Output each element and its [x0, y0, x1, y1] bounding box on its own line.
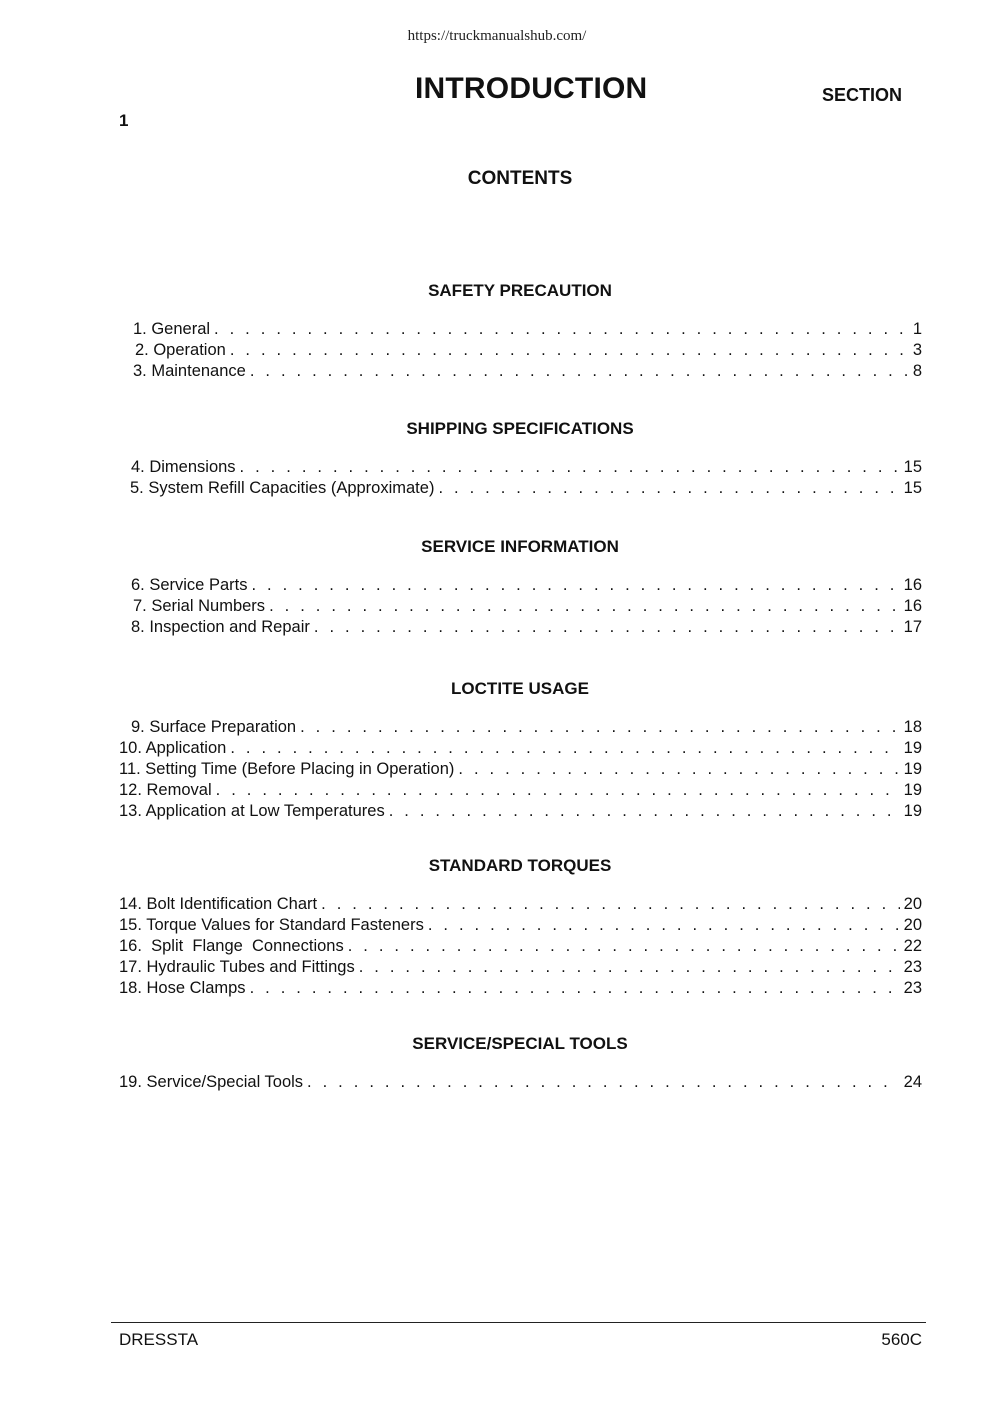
dot-leader — [321, 894, 900, 915]
dot-leader — [458, 759, 899, 780]
toc-group-heading: SHIPPING SPECIFICATIONS — [406, 419, 634, 438]
toc-entry[interactable] — [131, 575, 922, 596]
toc-entry-page: 20 — [903, 895, 922, 913]
toc-entry[interactable] — [119, 801, 922, 822]
dot-leader — [230, 340, 909, 361]
toc-entry-page: 22 — [903, 937, 922, 955]
toc-entry[interactable] — [119, 759, 922, 780]
toc-entry[interactable] — [119, 894, 922, 915]
dot-leader — [389, 801, 900, 822]
toc-entry-label: 5. System Refill Capacities (Approximate) — [130, 479, 435, 497]
toc-entry[interactable] — [119, 780, 922, 801]
toc-entry-page: 15 — [903, 479, 922, 497]
toc-entry[interactable] — [119, 957, 922, 978]
toc-entry-label: 18. Hose Clamps — [119, 979, 246, 997]
footer-brand: DRESSTA — [119, 1330, 199, 1349]
dot-leader — [348, 936, 900, 957]
page-title: INTRODUCTION — [415, 72, 648, 105]
toc-entry[interactable] — [119, 978, 922, 999]
toc-entry[interactable] — [119, 915, 922, 936]
toc-entry-page: 8 — [912, 362, 922, 380]
section-label: SECTION — [822, 85, 903, 105]
dot-leader — [307, 1072, 900, 1093]
toc-entry-label: 9. Surface Preparation — [131, 718, 297, 736]
toc-entry-label: 2. Operation — [135, 341, 226, 359]
toc-entry-page: 20 — [903, 916, 922, 934]
toc-entry-label: 1. General — [133, 320, 211, 338]
dot-leader — [230, 738, 899, 759]
toc-entry-page: 16 — [903, 576, 922, 594]
toc-entry-page: 15 — [903, 458, 922, 476]
section-number: 1 — [119, 111, 129, 130]
toc-entry-label: 7. Serial Numbers — [133, 597, 266, 615]
toc-entry[interactable] — [119, 936, 922, 957]
toc-group-heading: LOCTITE USAGE — [451, 679, 589, 698]
toc-entry-page: 23 — [903, 958, 922, 976]
dot-leader — [359, 957, 900, 978]
dot-leader — [214, 319, 909, 340]
toc-entry[interactable] — [119, 738, 922, 759]
footer-divider — [111, 1322, 926, 1323]
source-url[interactable]: https://truckmanualshub.com/ — [407, 28, 587, 44]
toc-group-heading: SAFETY PRECAUTION — [428, 281, 612, 300]
toc-entry-label: 13. Application at Low Temperatures — [119, 802, 385, 820]
toc-entry-page: 3 — [912, 341, 922, 359]
toc-entry-label: 14. Bolt Identification Chart — [119, 895, 318, 913]
toc-entry[interactable] — [130, 478, 922, 499]
dot-leader — [269, 596, 900, 617]
toc-group-heading: STANDARD TORQUES — [428, 856, 612, 875]
toc-entry[interactable] — [131, 457, 922, 478]
toc-entry-page: 19 — [903, 781, 922, 799]
toc-entry-label: 10. Application — [119, 739, 227, 757]
contents-heading: CONTENTS — [467, 168, 573, 189]
toc-group-heading: SERVICE/SPECIAL TOOLS — [412, 1034, 628, 1053]
toc-entry[interactable] — [133, 319, 922, 340]
dot-leader — [300, 717, 900, 738]
toc-entry-label: 11. Setting Time (Before Placing in Operation) — [119, 760, 455, 778]
toc-entry[interactable] — [135, 340, 922, 361]
toc-entry[interactable] — [133, 361, 922, 382]
toc-entry-label: 17. Hydraulic Tubes and Fittings — [119, 958, 355, 976]
footer-model: 560C — [881, 1330, 922, 1349]
toc-entry-label: 16. Split Flange Connections — [119, 937, 344, 955]
toc-entry-label: 19. Service/Special Tools — [119, 1073, 304, 1091]
toc-entry-page: 23 — [903, 979, 922, 997]
toc-entry[interactable] — [119, 1072, 922, 1093]
toc-entry-page: 19 — [903, 760, 922, 778]
toc-entry-page: 19 — [903, 739, 922, 757]
toc-entry[interactable] — [131, 617, 922, 638]
toc-entry[interactable] — [133, 596, 922, 617]
dot-leader — [428, 915, 900, 936]
toc-entry-label: 3. Maintenance — [133, 362, 246, 380]
toc-entry-label: 8. Inspection and Repair — [131, 618, 310, 636]
toc-entry-label: 6. Service Parts — [131, 576, 248, 594]
toc-group-heading: SERVICE INFORMATION — [421, 537, 619, 556]
toc-entry-page: 19 — [903, 802, 922, 820]
dot-leader — [240, 457, 900, 478]
toc-entry-label: 4. Dimensions — [131, 458, 236, 476]
toc-entry-label: 15. Torque Values for Standard Fasteners — [119, 916, 424, 934]
dot-leader — [438, 478, 899, 499]
dot-leader — [250, 978, 900, 999]
toc-entry-page: 17 — [903, 618, 922, 636]
toc-entry-page: 18 — [903, 718, 922, 736]
dot-leader — [251, 575, 899, 596]
toc-entry-page: 24 — [903, 1073, 922, 1091]
toc-entry-label: 12. Removal — [119, 781, 212, 799]
dot-leader — [216, 780, 900, 801]
dot-leader — [314, 617, 900, 638]
toc-entry-page: 1 — [912, 320, 922, 338]
dot-leader — [250, 361, 909, 382]
toc-entry[interactable] — [131, 717, 922, 738]
toc-entry-page: 16 — [903, 597, 922, 615]
